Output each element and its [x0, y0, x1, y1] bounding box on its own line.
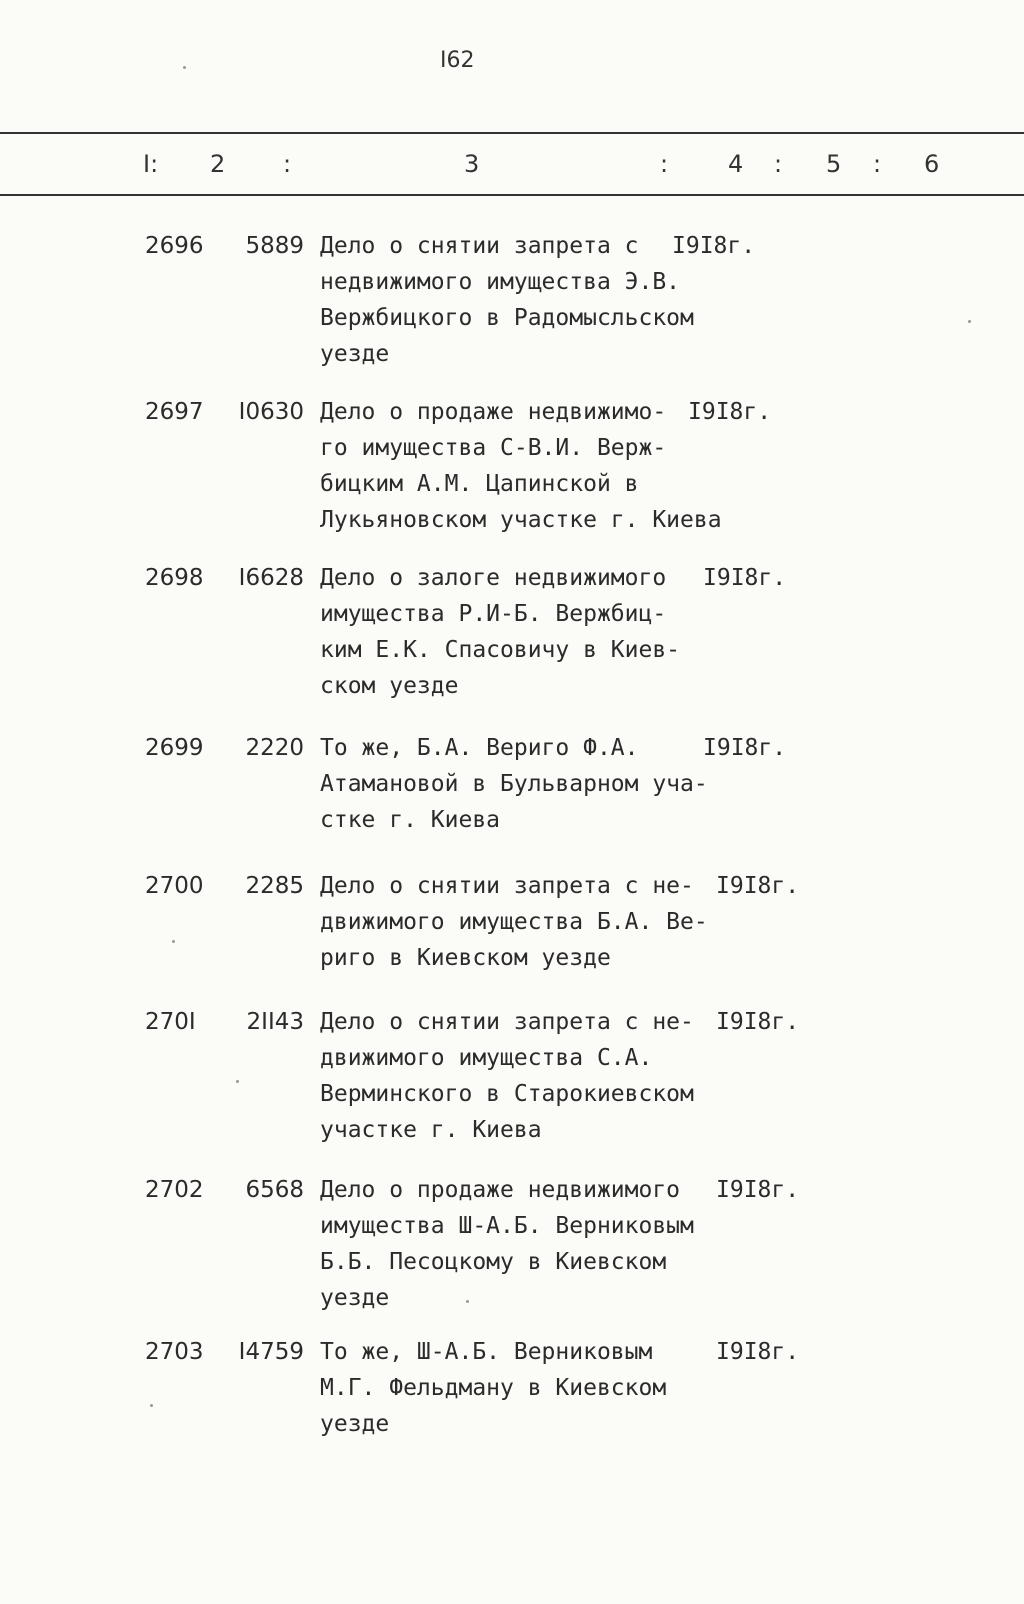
entry-code: 2220 [245, 735, 304, 761]
description-line: То же, Ш-А.Б. Верниковым [320, 1339, 653, 1365]
entry-number: 2702 [145, 1177, 204, 1203]
description-line: Атамановой в Бульварном уча- [320, 771, 708, 797]
description-line: ким Е.К. Спасовичу в Киев- [320, 637, 681, 663]
description-line: бицким А.М. Цапинской в [320, 471, 639, 497]
description-line: движимого имущества Б.А. Ве- [320, 909, 708, 935]
entry-description [320, 1004, 710, 1148]
entry-code: I0630 [238, 399, 304, 425]
entry-year: I9I8г. [688, 399, 772, 425]
description-line: Б.Б. Песоцкому в Киевском [320, 1249, 667, 1275]
entry-year: I9I8г. [716, 1009, 800, 1035]
entry-description [320, 868, 710, 976]
description-line: недвижимого имущества Э.В. [320, 269, 681, 295]
entry-number: 2697 [145, 399, 204, 425]
page-number: I62 [440, 48, 475, 73]
entry-description [320, 1334, 710, 1442]
paper-speck [968, 320, 971, 323]
column-separator: : [774, 150, 783, 178]
description-line: го имущества С-В.И. Верж- [320, 435, 667, 461]
entry-description [320, 560, 710, 704]
description-line: имущества Ш-А.Б. Верниковым [320, 1213, 694, 1239]
column-header-5: 5 [826, 150, 842, 178]
description-line: уезде [320, 1411, 390, 1437]
entry-code: 2II43 [246, 1009, 304, 1035]
entry-number: 270I [145, 1009, 196, 1035]
entry-code: 5889 [245, 233, 304, 259]
column-header-1: I: [143, 150, 159, 178]
paper-speck [150, 1404, 153, 1407]
paper-speck [466, 1300, 469, 1303]
description-line: Дело о залоге недвижимого [320, 565, 667, 591]
description-line: Дело о снятии запрета с не- [320, 873, 694, 899]
header-rule-bottom [0, 194, 1024, 196]
header-rule-top [0, 132, 1024, 134]
entry-description [320, 228, 710, 372]
description-line: Вержбицкого в Радомысльском [320, 305, 694, 331]
entry-code: I4759 [238, 1339, 304, 1365]
column-header-2: 2 [210, 150, 226, 178]
description-line: движимого имущества С.А. [320, 1045, 653, 1071]
column-separator: : [283, 150, 292, 178]
entry-code: I6628 [238, 565, 304, 591]
entry-number: 2703 [145, 1339, 204, 1365]
paper-speck [236, 1080, 239, 1083]
entry-year: I9I8г. [716, 1339, 800, 1365]
entry-year: I9I8г. [672, 233, 756, 259]
description-line: Дело о снятии запрета с не- [320, 1009, 694, 1035]
entry-year: I9I8г. [703, 565, 787, 591]
description-line: То же, Б.А. Вериго Ф.А. [320, 735, 639, 761]
entry-year: I9I8г. [703, 735, 787, 761]
column-header-6: 6 [924, 150, 940, 178]
entry-description [320, 1172, 710, 1316]
entry-number: 2700 [145, 873, 204, 899]
entry-code: 6568 [245, 1177, 304, 1203]
entry-description [320, 730, 710, 838]
description-line: имущества Р.И-Б. Вержбиц- [320, 601, 667, 627]
entry-number: 2698 [145, 565, 204, 591]
description-line: участке г. Киева [320, 1117, 542, 1143]
description-line: Лукьяновском участке г. Киева [320, 507, 722, 533]
description-line: уезде [320, 341, 390, 367]
description-line: М.Г. Фельдману в Киевском [320, 1375, 667, 1401]
entry-year: I9I8г. [716, 1177, 800, 1203]
description-line: уезде [320, 1285, 390, 1311]
description-line: ском уезде [320, 673, 459, 699]
entry-number: 2696 [145, 233, 204, 259]
entry-number: 2699 [145, 735, 204, 761]
entry-description [320, 394, 722, 538]
entry-year: I9I8г. [716, 873, 800, 899]
paper-speck [183, 66, 186, 69]
entry-code: 2285 [245, 873, 304, 899]
description-line: Дело о снятии запрета с [320, 233, 639, 259]
column-separator: : [873, 150, 882, 178]
description-line: Дело о продаже недвижимо- [320, 399, 667, 425]
column-header-3: 3 [464, 150, 480, 178]
column-header-4: 4 [728, 150, 744, 178]
description-line: Верминского в Старокиевском [320, 1081, 694, 1107]
paper-speck [172, 940, 175, 943]
description-line: стке г. Киева [320, 807, 501, 833]
column-separator: : [660, 150, 669, 178]
description-line: риго в Киевском уезде [320, 945, 611, 971]
description-line: Дело о продаже недвижимого [320, 1177, 681, 1203]
